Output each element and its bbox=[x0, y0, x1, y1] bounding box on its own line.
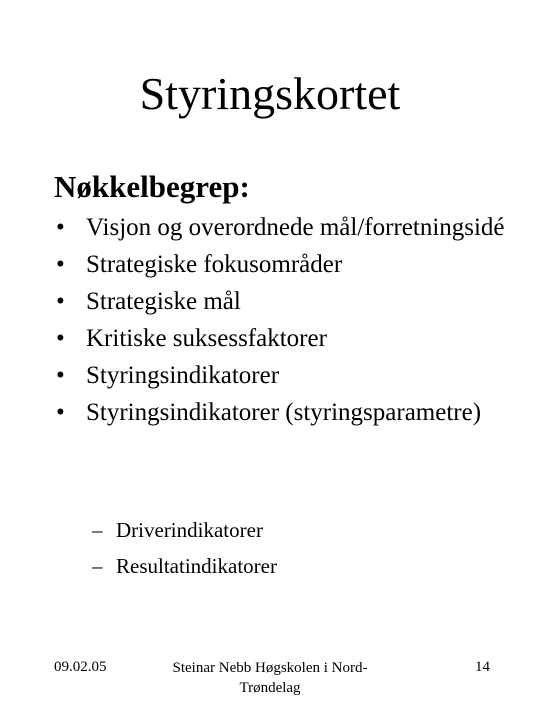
dash-icon: – bbox=[92, 518, 103, 542]
bullet-item bbox=[54, 250, 514, 280]
bullet-icon: • bbox=[56, 325, 65, 352]
bullet-item bbox=[54, 213, 514, 243]
sub-bullet-list bbox=[92, 517, 277, 589]
sub-bullet-item bbox=[92, 553, 277, 579]
bullet-list bbox=[54, 213, 514, 435]
bullet-text: Strategiske fokusområder bbox=[86, 251, 343, 278]
bullet-icon: • bbox=[56, 399, 65, 426]
bullet-item bbox=[54, 324, 514, 354]
bullet-icon: • bbox=[56, 288, 65, 315]
bullet-text: Visjon og overordnede mål/forretningsidé bbox=[86, 214, 505, 241]
bullet-item bbox=[54, 361, 514, 391]
sub-bullet-item bbox=[92, 517, 277, 543]
bullet-item bbox=[54, 287, 514, 317]
bullet-text: Styringsindikatorer (styringsparametre) bbox=[86, 399, 482, 426]
bullet-text: Kritiske suksessfaktorer bbox=[86, 325, 327, 352]
bullet-icon: • bbox=[56, 362, 65, 389]
bullet-text: Styringsindikatorer bbox=[86, 362, 280, 389]
bullet-item bbox=[54, 398, 514, 428]
footer-page-number: 14 bbox=[475, 659, 490, 675]
bullet-icon: • bbox=[56, 251, 65, 278]
slide-title: Styringskortet bbox=[139, 68, 401, 119]
footer-author: Steinar Nebb Høgskolen i Nord-Trøndelag bbox=[172, 660, 368, 696]
sub-bullet-text: Resultatindikatorer bbox=[116, 554, 277, 578]
dash-icon: – bbox=[92, 554, 103, 578]
bullet-text: Strategiske mål bbox=[86, 288, 241, 315]
footer-date: 09.02.05 bbox=[54, 659, 107, 675]
bullet-icon: • bbox=[56, 214, 65, 241]
sub-bullet-text: Driverindikatorer bbox=[116, 518, 263, 542]
section-heading: Nøkkelbegrep: bbox=[54, 169, 250, 204]
